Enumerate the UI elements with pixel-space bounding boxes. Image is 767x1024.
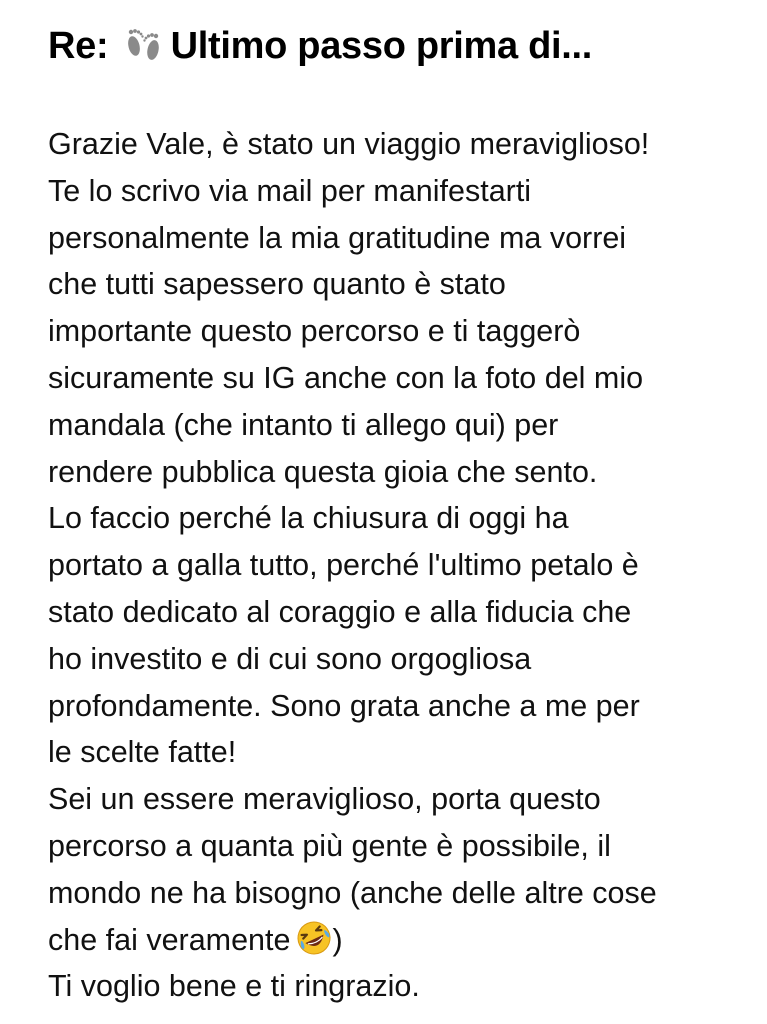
body-line-2: Te lo scrivo via mail per manifestarti	[48, 173, 532, 208]
body-line-4: che tutti sapessero quanto è stato	[48, 267, 506, 302]
body-line-9: Lo faccio perché la chiusura di oggi ha	[48, 501, 569, 536]
body-line-6: sicuramente su IG anche con la foto del mio	[48, 360, 644, 395]
body-line-18-close: )	[332, 922, 343, 957]
body-line-5: importante questo percorso e ti taggerò	[48, 314, 581, 349]
body-line-18	[48, 917, 748, 964]
subject-prefix: Re:	[48, 25, 109, 67]
body-line-10: portato a galla tutto, perché l'ultimo petalo è	[48, 548, 639, 583]
email-body	[48, 121, 748, 1010]
body-line-14: le scelte fatte!	[48, 735, 237, 770]
body-line-3: personalmente la mia gratitudine ma vorrei	[48, 220, 627, 255]
body-line-8: rendere pubblica questa gioia che sento.	[48, 454, 598, 489]
rolling-on-floor-laughing-emoji	[296, 920, 332, 956]
body-line-12: ho investito e di cui sono orgogliosa	[48, 641, 532, 676]
body-line-1: Grazie Vale, è stato un viaggio meraviglioso!	[48, 127, 650, 161]
body-line-17: mondo ne ha bisogno (anche delle altre cose	[48, 875, 657, 910]
subject-text: Ultimo passo prima di...	[170, 25, 593, 67]
body-line-18-text: che fai veramente	[48, 922, 291, 957]
body-line-7: mandala (che intanto ti allego qui) per	[48, 407, 559, 442]
body-line-19: Ti voglio bene e ti ringrazio.	[48, 969, 420, 1004]
body-line-16: percorso a quanta più gente è possibile, il	[48, 828, 611, 863]
body-line-13: profondamente. Sono grata anche a me per	[48, 688, 640, 723]
body-line-11: stato dedicato al coraggio e alla fiducia che	[48, 594, 632, 629]
email-subject	[48, 22, 738, 70]
footprints-icon	[121, 25, 167, 63]
body-line-15: Sei un essere meraviglioso, porta questo	[48, 782, 601, 817]
